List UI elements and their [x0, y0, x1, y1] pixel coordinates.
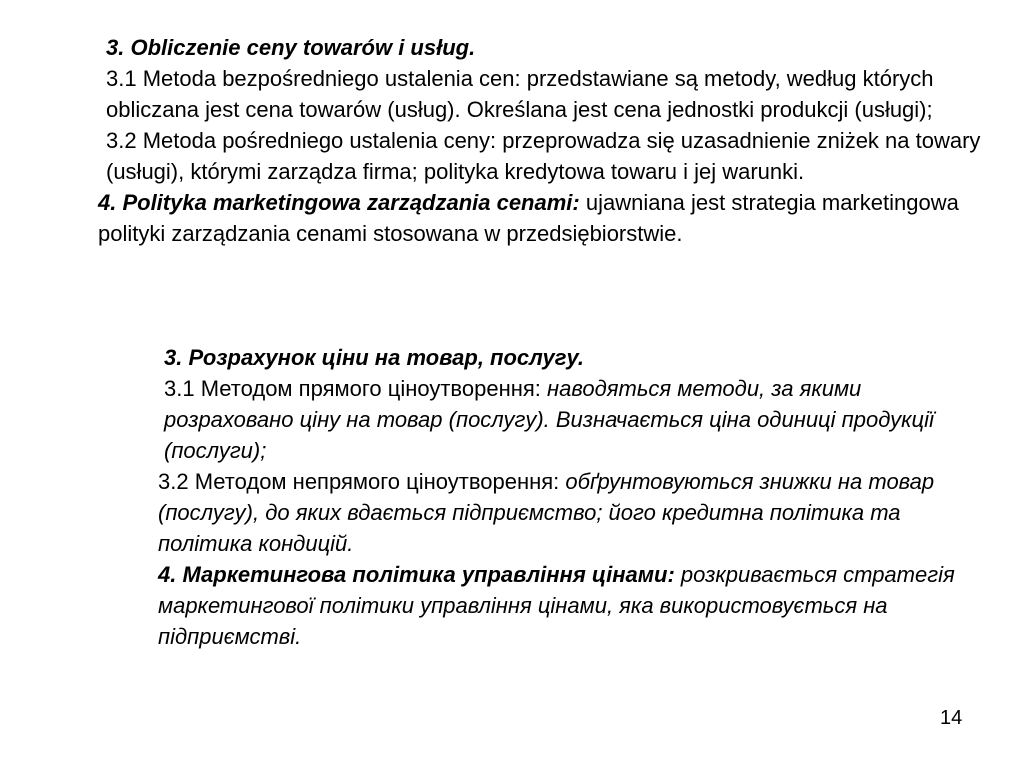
polish-heading: 3. Obliczenie ceny towarów i usług. — [106, 35, 476, 60]
ukrainian-paragraph-3-2-rest: обґрунтовуються знижки на товар (послугу), до яких вдається підприємство; його кредитна політика та політика кондицій. — [158, 469, 935, 556]
ukrainian-paragraph-4-rest: розкривається стратегія маркетингової політики управління цінами, яка використовується на підприємстві. — [158, 562, 955, 649]
polish-paragraph-3-1: 3.1 Metoda bezpośredniego ustalenia cen: przedstawiane są metody, według których obliczana jest cena towarów (usług). Określana jest cena jednostki produkcji (usługi); — [106, 66, 934, 122]
ukrainian-paragraph-3-2 — [68, 466, 988, 559]
polish-paragraph-4 — [68, 187, 988, 249]
polish-paragraph-4-rest: ujawniana jest strategia marketingowa polityki zarządzania cenami stosowana w przedsiębiorstwie. — [98, 190, 959, 246]
ukrainian-paragraph-4-lead: 4. Маркетингова політика управління цінами: — [158, 562, 675, 587]
ukrainian-paragraph-4 — [68, 559, 988, 652]
page-number: 14 — [940, 707, 963, 729]
polish-paragraph-4-lead: 4. Polityka marketingowa zarządzania cenami: — [98, 190, 580, 215]
ukrainian-paragraph-3-1-rest: наводяться методи, за якими розраховано ціну на товар (послугу). Визначається ціна одиниці продукції (послуги); — [164, 376, 934, 463]
ukrainian-heading: 3. Розрахунок ціни на товар, послугу. — [164, 345, 585, 370]
ukrainian-paragraph-3-1 — [68, 373, 988, 466]
ukrainian-text-block — [68, 342, 988, 652]
polish-paragraph-3-2: 3.2 Metoda pośredniego ustalenia ceny: przeprowadza się uzasadnienie zniżek na towary (usługi), którymi zarządza firma; polityka kredytowa towaru i jej warunki. — [106, 128, 981, 184]
polish-text-block — [68, 32, 988, 249]
ukrainian-paragraph-3-1-lead: 3.1 Методом прямого ціноутворення: — [164, 376, 541, 401]
ukrainian-paragraph-3-2-lead: 3.2 Методом непрямого ціноутворення: — [158, 469, 560, 494]
